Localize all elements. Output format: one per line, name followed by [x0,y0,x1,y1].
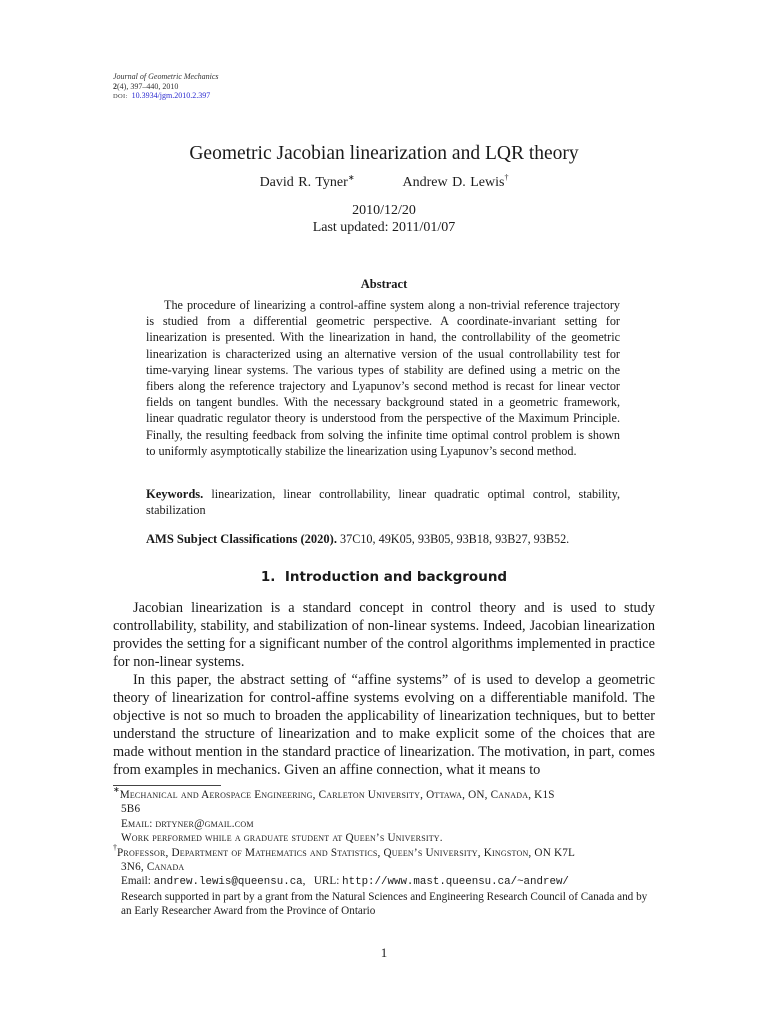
footnote-1-email[interactable]: drtyner@gmail.com [155,817,254,830]
footnotes: ∗Mechanical and Aerospace Engineering, Carleton University, Ottawa, ON, Canada, K1S 5B6 Email: drtyner@gmail.com Work performed while a graduate student at Queen’s University. †Professor, Department of Mathematics and Statistics, Queen’s University, Kingston, ON K7L 3N6, Canada Email: andrew.lewis@queensu.ca, URL: http://www.mast.queensu.ca/~andrew/ Research supported in part by a grant from the Natural Sciences and Engineering Research Council of Canada and by an Early Researcher Award from the Province of Ontario [113,788,655,919]
keywords [146,486,620,518]
footnote-2-email[interactable]: andrew.lewis@queensu.ca [153,876,303,889]
paper-title: Geometric Jacobian linearization and LQR theory [189,143,579,164]
footnote-1-affiliation: Mechanical and Aerospace Engineering, Carleton University, Ottawa, ON, Canada, K1S [119,789,555,801]
abstract-heading: Abstract [360,277,408,291]
ams-text: 37C10, 49K05, 93B05, 93B18, 93B27, 93B52. [340,532,570,546]
author-list [0,175,768,191]
section-heading [0,569,768,585]
footnote-2-affiliation-cont: 3N6, Canada [121,861,185,874]
keywords-text: linearization, linear controllability, linear quadratic optimal control, stability, stabilization [146,487,621,518]
author-1 [260,175,355,191]
journal-volume: 2 [113,81,117,91]
date-block [0,202,768,236]
footnote-2-support: Research supported in part by a grant from the Natural Sciences and Engineering Research Council of Canada and by an Early Researcher Award from the Province of Ontario [121,890,648,918]
footnote-2-url[interactable]: http://www.mast.queensu.ca/~andrew/ [342,876,569,889]
page-number: 1 [380,945,388,960]
journal-issue-pages: (4), 397–440, 2010 [117,81,179,91]
author-2 [403,175,509,190]
footnote-2-url-label: URL: [313,875,340,888]
author-1-name: David R. Tyner [259,175,348,190]
author-1-mark: ∗ [347,173,355,182]
section-number: 1. [260,569,276,585]
section-title: Introduction and background [284,569,508,585]
body-paragraph-1: Jacobian linearization is a standard concept in control theory and is used to study controllability, stability, and stabilization of non-linear systems. Indeed, Jacobian linearization provides the setting for a significant number of the control algorithms implemented in practice for non-linear systems. [113,600,655,670]
body-paragraph-2: In this paper, the abstract setting of “affine systems” of is used to develop a geometric theory of linearization for control-affine systems evolving on a differentiable manifold. The objective is not so much to broaden the applicability of linearization techniques, but to better understand the structure of linearization and to make explicit some of the choices that are made without mention in the standard practice of linearization. The motivation, in part, comes from examples in mechanics. Given an affine connection, what it means to [113,672,655,778]
footnote-1-email-label: Email: [121,817,153,830]
doi-link[interactable]: 10.3934/jgm.2010.2.397 [131,91,211,100]
footnote-1-mark: ∗ [113,785,120,794]
body-text [113,599,655,779]
keywords-label: Keywords. [146,487,204,501]
journal-header [113,72,219,102]
footnote-2-affiliation: Professor, Department of Mathematics and Statistics, Queen’s University, Kingston, ON K7L [117,846,576,859]
doi-label: DOI: [113,93,128,100]
footnote-1-affiliation-cont: 5B6 [121,803,141,816]
ams-classifications [146,531,636,547]
journal-name: Journal of Geometric Mechanics [113,72,219,81]
footnote-1-note: Work performed while a graduate student at Queen’s University. [121,832,443,845]
abstract-text: The procedure of linearizing a control-affine system along a non-trivial reference trajectory is studied from a differential geometric perspective. A coordinate-invariant setting for linearization is presented. With the linearization in hand, the controllability of the geometric linearization is characterized using an alternative version of the usual controllability test for time-varying linear systems. The various types of stability are defined using a metric on the fibers along the reference trajectory and Lyapunov’s second method is recast for linear vector fields on tangent bundles. With the necessary background stated in a geometric framework, linear quadratic regulator theory is understood from the perspective of the Maximum Principle. Finally, the resulting feedback from solving the infinite time optimal control problem is shown to uniformly asymptotically stabilize the linearization using Lyapunov’s second method. [146,298,620,458]
last-updated: Last updated: 2011/01/07 [312,220,456,235]
footnote-2-mark: † [113,842,117,852]
paper-date: 2010/12/20 [352,203,416,218]
author-2-name: Andrew D. Lewis [402,175,505,190]
footnote-2-email-label: Email: [121,875,151,888]
footnote-rule [113,785,221,786]
author-2-mark: † [504,173,509,182]
ams-label: AMS Subject Classifications (2020). [146,532,337,546]
